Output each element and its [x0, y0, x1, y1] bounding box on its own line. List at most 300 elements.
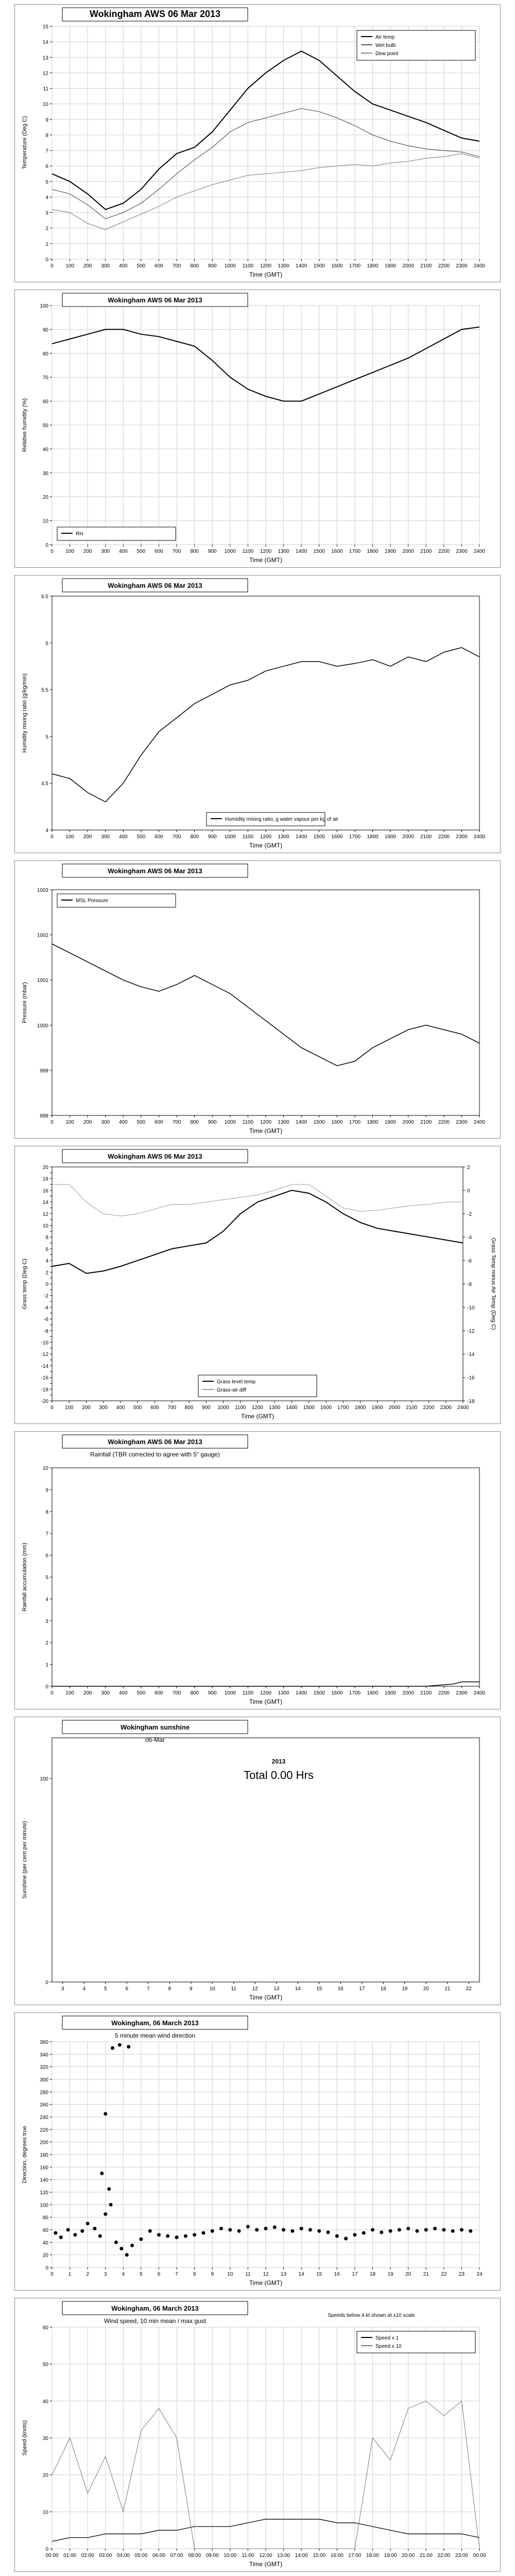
data-point: [255, 2228, 259, 2232]
x-tick-label: 07:00: [170, 2553, 183, 2558]
x-tick-label: 1000: [224, 263, 236, 269]
y-right-tick-label: -2: [467, 1211, 472, 1217]
x-tick-label: 200: [83, 263, 92, 269]
x-tick-label: 19:00: [384, 2553, 397, 2558]
x-tick-label: 900: [208, 549, 217, 554]
x-tick-label: 1000: [224, 834, 236, 840]
x-tick-label: 11: [231, 1986, 236, 1992]
x-tick-label: 5: [140, 2272, 143, 2277]
plot-area: [52, 1468, 479, 1686]
y-tick-label: 6.5: [41, 594, 48, 600]
y-tick-label: 6: [45, 640, 48, 647]
chart-rain: [15, 1432, 500, 1709]
x-tick-label: 1400: [296, 834, 307, 840]
data-point: [59, 2235, 63, 2239]
x-tick-label: 900: [208, 1120, 217, 1125]
x-tick-label: 1800: [367, 263, 379, 269]
x-tick-label: 1400: [296, 263, 307, 269]
x-tick-label: 6: [125, 1986, 129, 1992]
y-tick-label: 40: [42, 447, 48, 453]
data-point: [406, 2227, 410, 2230]
x-tick-label: 20: [423, 1986, 429, 1992]
y-right-tick-label: 2: [467, 1165, 470, 1171]
chart-subtitle: Rainfall (TBR corrected to agree with 5" gauge): [90, 1451, 220, 1458]
chart-title: Wokingham AWS 06 Mar 2013: [108, 1153, 202, 1160]
x-tick-label: 1600: [331, 1690, 343, 1696]
x-tick-label: 200: [83, 1690, 92, 1696]
x-tick-label: 600: [150, 1405, 159, 1411]
data-point: [107, 2187, 111, 2191]
x-tick-label: 13: [281, 2272, 287, 2277]
y-tick-label: 5.5: [41, 687, 48, 693]
y-tick-label: 160: [40, 2165, 48, 2171]
x-tick-label: 500: [136, 1690, 146, 1696]
chart-speed: [15, 2298, 500, 2571]
y-tick-label: 0: [45, 543, 48, 548]
data-point: [118, 2043, 122, 2047]
data-point: [73, 2233, 77, 2236]
y-tick-label: 3: [45, 210, 48, 216]
x-tick-label: 22: [466, 1986, 472, 1992]
legend-label: Grass level temp: [217, 1379, 256, 1385]
x-tick-label: 06:00: [152, 2553, 166, 2558]
y-tick-label: 15: [42, 24, 48, 30]
x-axis-label: Time (GMT): [249, 271, 283, 278]
x-tick-label: 1900: [384, 834, 397, 840]
x-tick-label: 12: [263, 2272, 269, 2277]
x-tick-label: 1900: [371, 1405, 383, 1411]
x-tick-label: 2300: [456, 263, 468, 269]
x-tick-label: 1600: [331, 834, 343, 840]
x-tick-label: 700: [172, 263, 181, 269]
data-point: [193, 2233, 196, 2236]
legend-label: Humidity mixing ratio, g water vapour per kg of air: [225, 817, 339, 822]
x-tick-label: 11: [245, 2272, 251, 2277]
x-tick-label: 11:00: [242, 2553, 254, 2558]
y-right-tick-label: -4: [467, 1235, 472, 1241]
data-point: [100, 2172, 104, 2175]
x-tick-label: 1000: [224, 549, 236, 554]
x-tick-label: 19: [402, 1986, 408, 1992]
plot-area: [52, 890, 479, 1115]
x-tick-label: 0: [50, 1690, 54, 1696]
x-tick-label: 2400: [457, 1405, 469, 1411]
x-tick-label: 700: [172, 1120, 181, 1125]
x-tick-label: 21: [423, 2272, 429, 2277]
y-tick-label: 20: [42, 1165, 48, 1171]
chart-title: Wokingham AWS 06 Mar 2013: [108, 867, 202, 875]
y-tick-label: 18: [42, 1176, 48, 1182]
data-point: [184, 2234, 187, 2238]
x-tick-label: 0: [50, 263, 54, 269]
x-tick-label: 1500: [313, 1690, 325, 1696]
data-point: [362, 2231, 366, 2235]
chart-press: [15, 861, 500, 1138]
x-tick-label: 100: [65, 1690, 74, 1696]
legend-box: [357, 30, 475, 60]
x-tick-label: 2100: [420, 263, 432, 269]
x-tick-label: 1900: [384, 263, 397, 269]
x-tick-label: 2100: [420, 834, 432, 840]
y-axis-label: Speed (knots): [22, 2420, 28, 2456]
y-axis-label: Temperature (Deg C): [22, 116, 28, 170]
x-tick-label: 700: [172, 1690, 181, 1696]
legend-box: [357, 2331, 475, 2353]
y-tick-label: -4: [44, 1305, 48, 1311]
x-tick-label: 24: [476, 2272, 483, 2277]
data-point: [380, 2230, 383, 2234]
x-tick-label: 1100: [242, 1690, 254, 1696]
x-tick-label: 0: [50, 834, 54, 840]
data-point: [415, 2229, 419, 2233]
data-point: [104, 2112, 107, 2115]
y-tick-label: 5: [45, 179, 48, 185]
y-tick-label: 998: [40, 1113, 48, 1119]
data-point: [130, 2244, 134, 2247]
chart-panel-mix: [14, 575, 501, 853]
y-tick-label: 280: [40, 2090, 48, 2096]
y-tick-label: 240: [40, 2115, 48, 2121]
x-tick-label: 1200: [260, 834, 272, 840]
x-tick-label: 800: [190, 263, 199, 269]
x-tick-label: 100: [65, 834, 74, 840]
x-tick-label: 1800: [367, 1120, 379, 1125]
x-tick-label: 2100: [420, 1120, 432, 1125]
chart-panel-grass: [14, 1146, 501, 1424]
x-axis-label: Time (GMT): [249, 842, 283, 849]
data-point: [66, 2228, 70, 2232]
x-tick-label: 17: [359, 1986, 365, 1992]
x-tick-label: 400: [118, 834, 128, 840]
y-tick-label: 100: [40, 2202, 48, 2209]
x-tick-label: 1100: [242, 834, 254, 840]
x-tick-label: 400: [118, 1690, 128, 1696]
x-tick-label: 1500: [313, 549, 325, 554]
x-tick-label: 700: [167, 1405, 177, 1411]
y-tick-label: 2: [45, 226, 48, 232]
y-tick-label: -14: [41, 1363, 48, 1369]
x-tick-label: 1500: [313, 263, 325, 269]
x-tick-label: 1300: [278, 834, 289, 840]
y-tick-label: 13: [42, 55, 48, 61]
data-point: [317, 2229, 321, 2233]
x-tick-label: 9: [189, 1986, 193, 1992]
x-tick-label: 21: [444, 1986, 451, 1992]
y-tick-label: 10: [42, 1223, 48, 1229]
y-tick-label: 40: [42, 2399, 48, 2405]
data-point: [290, 2229, 294, 2233]
y-tick-label: 1000: [37, 1023, 48, 1029]
x-tick-label: 1300: [278, 549, 289, 554]
x-tick-label: 01:00: [63, 2553, 77, 2558]
data-point: [201, 2231, 205, 2235]
y-tick-label: 4: [45, 828, 48, 834]
x-tick-label: 1100: [242, 263, 254, 269]
chart-title: Wokingham, 06 March 2013: [111, 2019, 199, 2027]
x-tick-label: 500: [136, 263, 146, 269]
data-point: [211, 2229, 214, 2233]
chart-temp: [15, 5, 500, 282]
y-tick-label: 0: [45, 1684, 48, 1690]
x-tick-label: 900: [201, 1405, 211, 1411]
y-tick-label: 60: [42, 399, 48, 405]
x-tick-label: 13:00: [277, 2553, 290, 2558]
x-tick-label: 400: [118, 549, 128, 554]
x-tick-label: 00:00: [45, 2553, 59, 2558]
y-tick-label: 9: [45, 1487, 48, 1494]
x-tick-label: 17: [352, 2272, 358, 2277]
x-tick-label: 1400: [286, 1405, 298, 1411]
chart-mix: [15, 575, 500, 853]
data-point: [344, 2237, 348, 2241]
chart-dir: [15, 2013, 500, 2290]
y-tick-label: -6: [44, 1317, 48, 1323]
x-tick-label: 22:00: [437, 2553, 451, 2558]
data-point: [327, 2230, 330, 2234]
x-tick-label: 2000: [388, 1405, 401, 1411]
y-tick-label: 9: [45, 117, 48, 123]
x-tick-label: 100: [65, 549, 74, 554]
x-tick-label: 16: [334, 2272, 340, 2277]
y-axis-label: Grass temp (Deg C): [22, 1258, 28, 1310]
data-point: [442, 2228, 445, 2232]
y-tick-label: 14: [42, 40, 48, 46]
x-tick-label: 0: [50, 2272, 54, 2277]
data-point: [111, 2046, 114, 2050]
y-tick-label: 12: [42, 71, 48, 77]
y-tick-label: 200: [40, 2140, 48, 2146]
data-point: [469, 2229, 472, 2233]
y-tick-label: 0: [45, 1282, 48, 1287]
data-point: [139, 2238, 143, 2241]
y-tick-label: 100: [40, 303, 48, 309]
x-tick-label: 21:00: [419, 2553, 433, 2558]
y-tick-label: 80: [42, 2215, 48, 2221]
x-tick-label: 08:00: [188, 2553, 201, 2558]
x-tick-label: 1900: [384, 1120, 397, 1125]
y-tick-label: 2: [45, 1640, 48, 1647]
data-point: [335, 2234, 339, 2238]
y-tick-label: 20: [42, 2252, 48, 2259]
chart-title: Wokingham AWS 06 Mar 2013: [108, 1438, 202, 1446]
x-tick-label: 05:00: [134, 2553, 148, 2558]
chart-panel-press: [14, 860, 501, 1139]
x-tick-label: 14:00: [295, 2553, 308, 2558]
y-right-tick-label: -18: [467, 1399, 475, 1404]
x-tick-label: 1700: [349, 1120, 361, 1125]
x-tick-label: 8: [193, 2272, 196, 2277]
x-axis-label: Time (GMT): [241, 1413, 274, 1420]
y-tick-label: 320: [40, 2064, 48, 2071]
y-tick-label: 100: [40, 1776, 48, 1782]
x-tick-label: 1100: [242, 1120, 254, 1125]
data-point: [119, 2247, 123, 2250]
x-tick-label: 2200: [438, 834, 450, 840]
x-tick-label: 22: [441, 2272, 447, 2277]
y-tick-label: -12: [41, 1352, 48, 1358]
y-right-tick-label: -12: [467, 1328, 475, 1334]
x-tick-label: 1000: [224, 1120, 236, 1125]
x-tick-label: 1600: [320, 1405, 332, 1411]
x-tick-label: 2400: [473, 263, 486, 269]
x-tick-label: 15: [316, 1986, 322, 1992]
chart-grass: [15, 1146, 500, 1423]
y-right-tick-label: -14: [467, 1352, 475, 1358]
x-tick-label: 300: [101, 263, 110, 269]
y-tick-label: 8: [45, 1235, 48, 1241]
y-tick-label: 20: [42, 2472, 48, 2479]
x-tick-label: 1400: [296, 1690, 307, 1696]
x-tick-label: 7: [146, 1986, 150, 1992]
y-tick-label: 10: [42, 1466, 48, 1471]
chart-panel-temp: [14, 4, 501, 282]
x-tick-label: 800: [190, 549, 199, 554]
chart-title: Wokingham AWS 06 Mar 2013: [108, 582, 202, 589]
plot-area: [52, 596, 479, 830]
x-tick-label: 1800: [367, 549, 379, 554]
data-point: [451, 2229, 455, 2233]
legend-box: [57, 527, 176, 540]
y-tick-label: 20: [42, 495, 48, 501]
y-tick-label: 40: [42, 2240, 48, 2246]
x-tick-label: 2300: [456, 549, 468, 554]
chart-subtitle: 5 minute mean wind direction: [114, 2032, 196, 2039]
y-axis-label: Humidity mixing ratio (g/kg/min): [22, 673, 28, 753]
y-tick-label: 30: [42, 470, 48, 477]
x-axis-label: Time (GMT): [249, 2279, 283, 2286]
y-tick-label: 360: [40, 2040, 48, 2045]
x-tick-label: 400: [116, 1405, 125, 1411]
x-tick-label: 300: [101, 1690, 110, 1696]
y-tick-label: 0: [45, 1980, 48, 1986]
x-tick-label: 1700: [349, 1690, 361, 1696]
y-axis-right-label: Grass Temp minus Air Temp (Deg C): [490, 1238, 496, 1330]
x-tick-label: 600: [154, 1120, 163, 1125]
data-point: [353, 2233, 356, 2236]
chart-subtitle: Wind speed, 10 min mean / max gust: [104, 2317, 207, 2325]
x-tick-label: 400: [118, 1120, 128, 1125]
y-tick-label: 1: [45, 241, 48, 247]
x-tick-label: 700: [172, 549, 181, 554]
x-tick-label: 1700: [349, 549, 361, 554]
x-tick-label: 200: [83, 1120, 92, 1125]
x-tick-label: 18: [369, 2272, 376, 2277]
x-tick-label: 200: [83, 834, 92, 840]
x-tick-label: 1200: [260, 1690, 272, 1696]
x-tick-label: 2300: [440, 1405, 452, 1411]
data-point: [246, 2225, 250, 2228]
x-tick-label: 1200: [260, 549, 272, 554]
x-tick-label: 600: [154, 549, 163, 554]
y-tick-label: 6: [45, 1553, 48, 1559]
x-tick-label: 600: [154, 1690, 163, 1696]
y-tick-label: 120: [40, 2190, 48, 2196]
x-tick-label: 23:00: [455, 2553, 468, 2558]
x-tick-label: 2200: [438, 263, 450, 269]
x-tick-label: 9: [211, 2272, 214, 2277]
x-tick-label: 500: [136, 1120, 146, 1125]
y-tick-label: 60: [42, 2325, 48, 2331]
y-tick-label: 16: [42, 1188, 48, 1194]
y-tick-label: -20: [41, 1399, 48, 1404]
chart-subtitle: 06-Mar: [145, 1736, 165, 1743]
data-point: [424, 2228, 428, 2232]
x-tick-label: 1600: [331, 1120, 343, 1125]
y-tick-label: 10: [42, 2510, 48, 2516]
x-tick-label: 1000: [217, 1405, 229, 1411]
x-tick-label: 100: [64, 1405, 74, 1411]
data-point: [166, 2234, 169, 2238]
x-tick-label: 2000: [402, 1120, 414, 1125]
x-tick-label: 1700: [349, 263, 361, 269]
x-tick-label: 5: [104, 1986, 107, 1992]
x-tick-label: 1100: [234, 1405, 246, 1411]
x-tick-label: 800: [190, 1120, 199, 1125]
x-tick-label: 2100: [406, 1405, 418, 1411]
legend-box: [57, 894, 176, 907]
x-tick-label: 0: [50, 1405, 54, 1411]
chart-title: Wokingham AWS 06 Mar 2013: [89, 9, 221, 19]
legend-label: Air temp: [375, 35, 395, 40]
x-tick-label: 2300: [456, 1690, 468, 1696]
y-tick-label: 6: [45, 164, 48, 170]
x-tick-label: 1900: [384, 1690, 397, 1696]
x-tick-label: 1500: [313, 834, 325, 840]
x-tick-label: 100: [65, 263, 74, 269]
x-tick-label: 14: [298, 2272, 304, 2277]
x-tick-label: 19: [387, 2272, 393, 2277]
x-tick-label: 100: [65, 1120, 74, 1125]
y-tick-label: 50: [42, 2362, 48, 2368]
x-tick-label: 1700: [337, 1405, 349, 1411]
x-tick-label: 800: [190, 1690, 199, 1696]
x-tick-label: 2100: [420, 1690, 432, 1696]
data-point: [127, 2045, 130, 2048]
y-axis-label: Rainfall accumulation (mm): [22, 1543, 28, 1612]
x-tick-label: 900: [208, 263, 217, 269]
x-tick-label: 2400: [473, 549, 486, 554]
x-tick-label: 1200: [251, 1405, 264, 1411]
y-tick-label: 8: [45, 132, 48, 139]
data-point: [80, 2229, 84, 2233]
y-tick-label: 4: [45, 1597, 48, 1603]
data-point: [175, 2235, 179, 2239]
chart-panel-dir: [14, 2012, 501, 2291]
y-tick-label: 3: [45, 1618, 48, 1624]
y-tick-label: -10: [41, 1340, 48, 1346]
x-tick-label: 500: [136, 549, 146, 554]
y-tick-label: 4.5: [41, 781, 48, 787]
y-tick-label: 999: [40, 1068, 48, 1074]
legend-label: Wet bulb: [375, 43, 396, 48]
y-tick-label: 50: [42, 423, 48, 429]
y-tick-label: 1003: [37, 888, 48, 893]
x-tick-label: 4: [82, 1986, 86, 1992]
y-tick-label: 80: [42, 351, 48, 357]
x-tick-label: 16:00: [330, 2553, 344, 2558]
x-tick-label: 23: [458, 2272, 465, 2277]
x-tick-label: 300: [101, 549, 110, 554]
data-point: [308, 2228, 312, 2232]
x-tick-label: 1300: [278, 1120, 289, 1125]
x-tick-label: 600: [154, 834, 163, 840]
x-tick-label: 0: [50, 1120, 54, 1125]
data-point: [98, 2234, 102, 2238]
x-tick-label: 03:00: [99, 2553, 112, 2558]
x-tick-label: 17:00: [348, 2553, 362, 2558]
x-tick-label: 2000: [402, 834, 414, 840]
legend-label: Speed x 1: [375, 2335, 399, 2341]
